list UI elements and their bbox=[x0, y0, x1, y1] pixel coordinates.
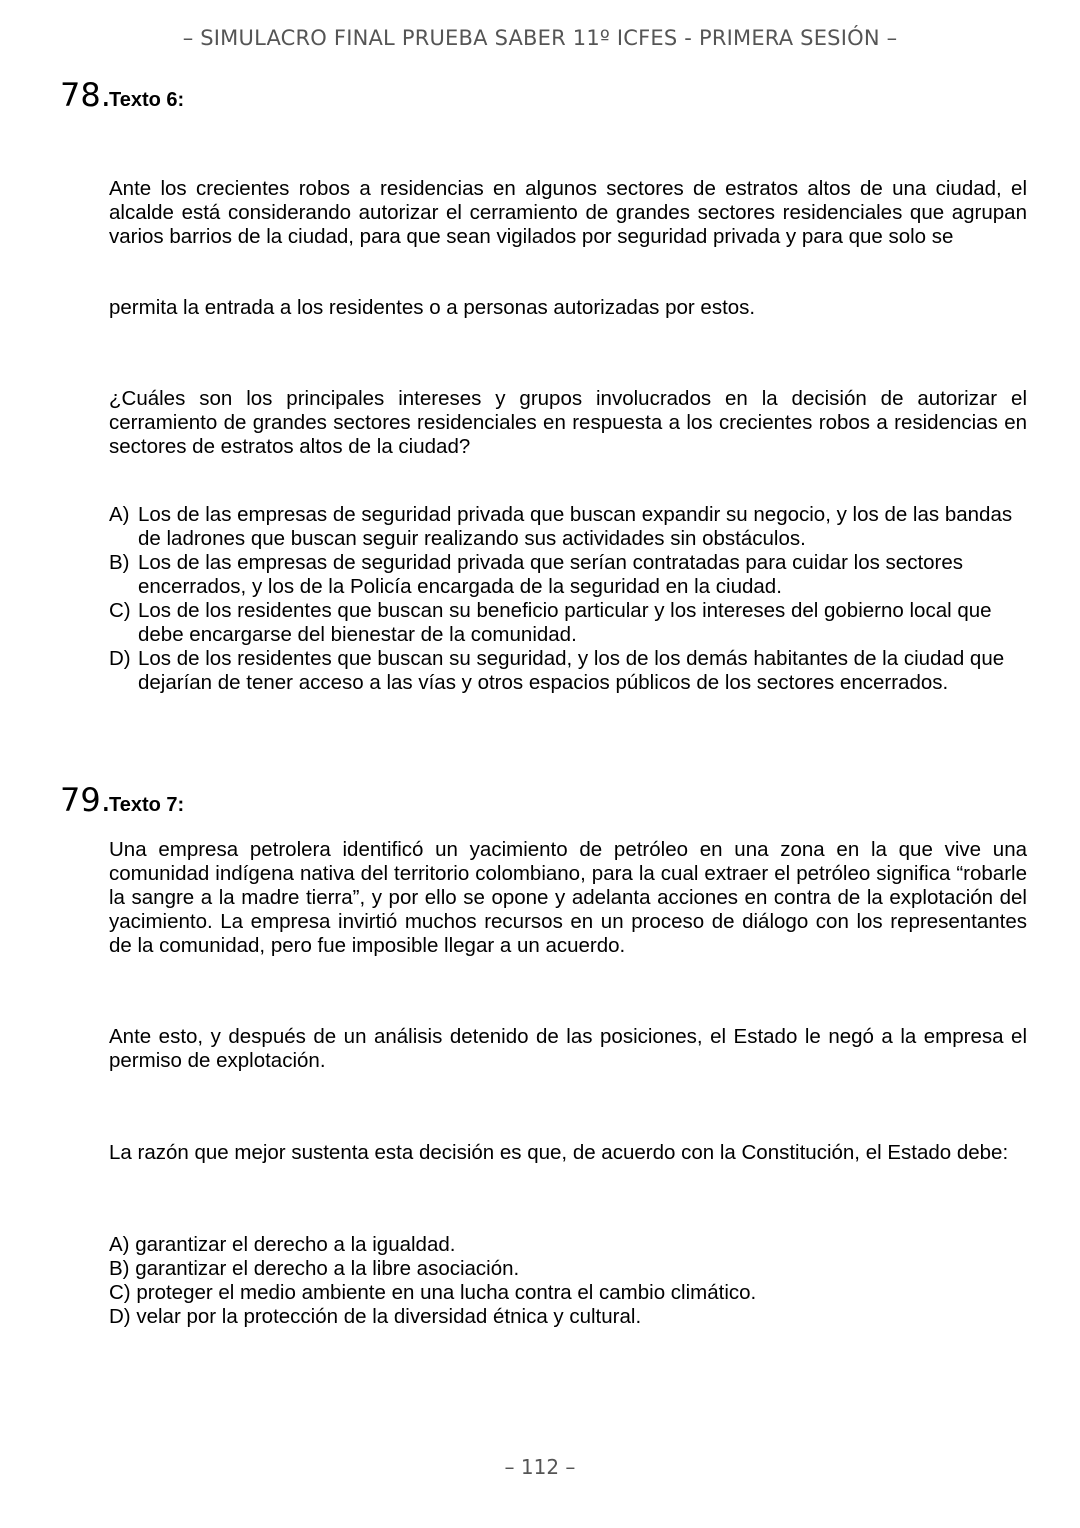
question-78-label: Texto 6: bbox=[109, 89, 185, 111]
q78-options bbox=[109, 503, 1039, 695]
q79-paragraph-1: Una empresa petrolera identificó un yacimiento de petróleo en una zona en la que vive una comunidad indígena nativa del territorio colombiano, para la cual extraer el petróleo significa “robarle la sangre a la madre tierra”, y por ello se opone y adelanta acciones en contra de la explotación del yacimiento. La empresa invirtió muchos recursos en un proceso de diálogo con los representantes de la comunidad, pero fue imposible llegar a un acuerdo. bbox=[109, 838, 1027, 957]
q79-question: La razón que mejor sustenta esta decisión es que, de acuerdo con la Constitución, el Estado debe: bbox=[109, 1141, 1009, 1164]
option-letter: A) bbox=[109, 1233, 130, 1256]
option-text: Los de las empresas de seguridad privada que serían contratadas para cuidar los sectores encerrados, y los de la Policía encargada de la seguridad en la ciudad. bbox=[138, 551, 964, 598]
option-text: Los de los residentes que buscan su beneficio particular y los intereses del gobierno local que debe encargarse del bienestar de la comunidad. bbox=[138, 599, 992, 646]
option-letter: C) bbox=[109, 1281, 131, 1304]
option-letter: D) bbox=[109, 1305, 131, 1328]
option-letter: B) bbox=[109, 1257, 130, 1280]
q78-paragraph-2: permita la entrada a los residentes o a personas autorizadas por estos. bbox=[109, 296, 756, 319]
option-letter: A) bbox=[109, 503, 130, 526]
option-letter: D) bbox=[109, 647, 131, 670]
option-text: proteger el medio ambiente en una lucha contra el cambio climático. bbox=[136, 1281, 757, 1304]
option-letter: C) bbox=[109, 599, 131, 622]
option-text: velar por la protección de la diversidad étnica y cultural. bbox=[136, 1305, 642, 1328]
q78-option-a[interactable] bbox=[109, 503, 1039, 551]
page-number: – 112 – bbox=[504, 1455, 576, 1479]
q78-question: ¿Cuáles son los principales intereses y grupos involucrados en la decisión de autorizar el cerramiento de grandes sectores residenciales en respuesta a los crecientes robos a residencias en sectores de estratos altos de la ciudad? bbox=[109, 387, 1027, 458]
q78-paragraph-1: Ante los crecientes robos a residencias en algunos sectores de estratos altos de una ciudad, el alcalde está considerando autorizar el cerramiento de grandes sectores residenciales que agrupan varios barrios de la ciudad, para que sean vigilados por seguridad privada y para que solo se bbox=[109, 177, 1027, 248]
q78-option-b[interactable] bbox=[109, 551, 1039, 599]
page-header: – SIMULACRO FINAL PRUEBA SABER 11º ICFES - PRIMERA SESIÓN – bbox=[182, 26, 898, 50]
q79-option-d[interactable] bbox=[109, 1305, 1039, 1329]
option-letter: B) bbox=[109, 551, 130, 574]
q78-option-d[interactable] bbox=[109, 647, 1039, 695]
option-text: garantizar el derecho a la igualdad. bbox=[135, 1233, 456, 1256]
q79-option-b[interactable] bbox=[109, 1257, 1039, 1281]
q78-option-c[interactable] bbox=[109, 599, 1039, 647]
q79-options bbox=[109, 1233, 1039, 1329]
option-text: Los de las empresas de seguridad privada que buscan expandir su negocio, y los de las bandas de ladrones que buscan seguir realizando sus actividades sin obstáculos. bbox=[138, 503, 1013, 550]
q79-option-c[interactable] bbox=[109, 1281, 1039, 1305]
question-79-number: 79. bbox=[60, 781, 111, 819]
q79-option-a[interactable] bbox=[109, 1233, 1039, 1257]
question-78-number: 78. bbox=[60, 76, 111, 114]
option-text: garantizar el derecho a la libre asociación. bbox=[135, 1257, 520, 1280]
question-79-label: Texto 7: bbox=[109, 794, 185, 816]
q79-paragraph-2: Ante esto, y después de un análisis detenido de las posiciones, el Estado le negó a la empresa el permiso de explotación. bbox=[109, 1025, 1027, 1072]
option-text: Los de los residentes que buscan su seguridad, y los de los demás habitantes de la ciudad que dejarían de tener acceso a las vías y otros espacios públicos de los sectores encerrados. bbox=[138, 647, 1005, 694]
